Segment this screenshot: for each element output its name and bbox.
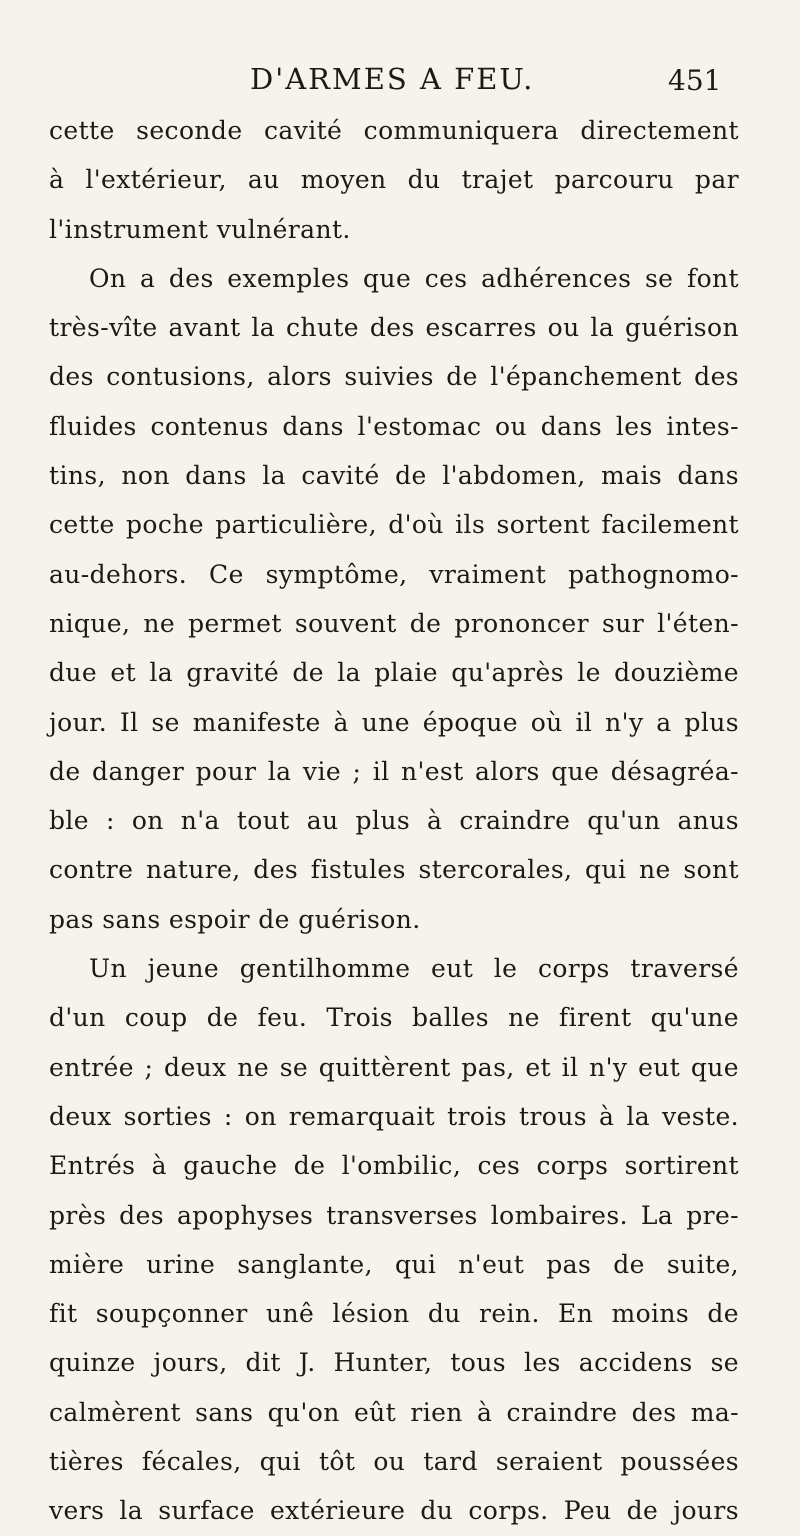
- text-line: à l'extérieur, au moyen du trajet parcouru par: [49, 165, 739, 195]
- text-line: d'un coup de feu. Trois balles ne firent qu'une: [49, 1003, 739, 1033]
- text-line: Un jeune gentilhomme eut le corps traversé: [89, 954, 739, 984]
- text-line: de danger pour la vie ; il n'est alors que désagréa-: [49, 756, 739, 786]
- text-line: On a des exemples que ces adhérences se font: [89, 263, 739, 293]
- text-line: tières fécales, qui tôt ou tard seraient poussées: [49, 1447, 739, 1477]
- running-title: D'ARMES A FEU.: [250, 62, 535, 96]
- page-header: [0, 62, 800, 102]
- body-text: [49, 106, 739, 1536]
- text-line: cette seconde cavité communiquera directement: [49, 116, 739, 145]
- text-line: mière urine sanglante, qui n'eut pas de suite,: [49, 1249, 739, 1279]
- text-line: très-vîte avant la chute des escarres ou la guérison: [49, 313, 739, 343]
- text-line: fluides contenus dans l'estomac ou dans les intes-: [49, 411, 739, 441]
- text-line: entrée ; deux ne se quittèrent pas, et il n'y eut que: [49, 1052, 739, 1082]
- text-line: contre nature, des fistules stercorales, qui ne sont: [49, 855, 739, 885]
- text-line: au-dehors. Ce symptôme, vraiment pathognomo-: [49, 559, 739, 589]
- text-line: due et la gravité de la plaie qu'après le douzième: [49, 658, 739, 688]
- text-line: cette poche particulière, d'où ils sortent facilement: [49, 510, 739, 540]
- text-line: l'instrument vulnérant.: [49, 214, 351, 244]
- text-line: Entrés à gauche de l'ombilic, ces corps sortirent: [49, 1151, 739, 1181]
- text-line: des contusions, alors suivies de l'épanchement des: [49, 362, 739, 392]
- text-line: quinze jours, dit J. Hunter, tous les accidens se: [49, 1348, 739, 1378]
- text-line: calmèrent sans qu'on eût rien à craindre des ma-: [49, 1397, 739, 1427]
- text-line: deux sorties : on remarquait trois trous à la veste.: [49, 1101, 739, 1131]
- text-line: près des apophyses transverses lombaires. La pre-: [49, 1200, 739, 1230]
- text-line: ble : on n'a tout au plus à craindre qu'un anus: [49, 806, 739, 836]
- text-line: jour. Il se manifeste à une époque où il n'y a plus: [49, 707, 739, 737]
- text-line: fit soupçonner unê lésion du rein. En moins de: [49, 1299, 739, 1329]
- text-line: tins, non dans la cavité de l'abdomen, mais dans: [49, 461, 739, 491]
- page-number: 451: [668, 64, 722, 97]
- text-line: nique, ne permet souvent de prononcer sur l'éten-: [49, 608, 739, 638]
- text-line: vers la surface extérieure du corps. Peu de jours: [49, 1496, 739, 1526]
- text-line: pas sans espoir de guérison.: [49, 904, 421, 934]
